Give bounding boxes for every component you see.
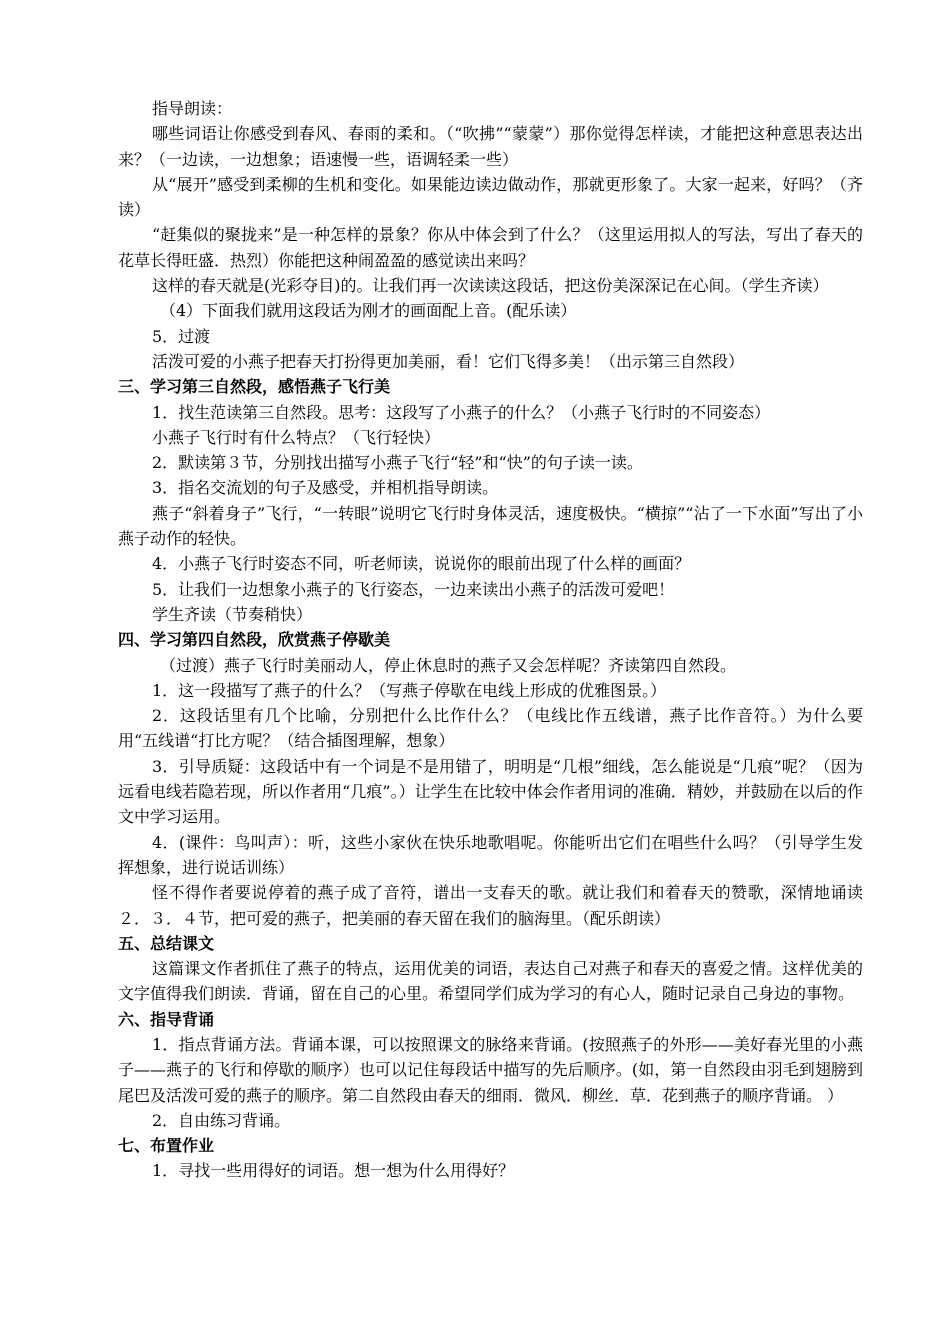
paragraph-dazzling-spring: 这样的春天就是(光彩夺目)的。让我们再一次读读这段话，把这份美深深记在心间。（学生齐读） — [152, 276, 829, 296]
section-heading-6: 六、指导背诵 — [118, 1009, 215, 1029]
paragraph-s6-item-1: 1．指点背诵方法。背诵本课，可以按照课文的脉络来背诵。(按照燕子的外形——美好春光里的小燕子——燕子的飞行和停歇的顺序）也可以记住每段话中描写的先后顺序。(如，第一自然段由羽毛到翅膀到尾巴及活泼可爱的燕子的顺序。第二自然段由春天的细雨．微风．柳丝．草．花到燕子的顺序背诵。 ） — [118, 1034, 863, 1105]
paragraph-s3-item-4: 4．小燕子飞行时姿态不同，听老师读，说说你的眼前出现了什么样的画面？ — [152, 554, 691, 574]
paragraph-s4-item-2: 2．这段话里有几个比喻，分别把什么比作什么？（电线比作五线谱，燕子比作音符。）为什么要用“五线谱“打比方呢？（结合插图理解，想象） — [118, 706, 863, 751]
paragraph-spring-breeze: 哪些词语让你感受到春风、春雨的柔和。（“吹拂”“蒙蒙”）那你觉得怎样读，才能把这种意思表达出来？（一边读，一边想象；语速慢一些，语调轻柔一些） — [118, 124, 863, 169]
section-heading-4: 四、学习第四自然段，欣赏燕子停歇美 — [118, 630, 391, 650]
paragraph-s7-item-1: 1．寻找一些用得好的词语。想一想为什么用得好？ — [152, 1161, 515, 1181]
paragraph-s4-transition: （过渡）燕子飞行时美丽动人，停止休息时的燕子又会怎样呢？齐读第四自然段。 — [160, 655, 737, 675]
paragraph-dubbing: （4）下面我们就用这段话为刚才的画面配上音。(配乐读） — [160, 301, 577, 321]
paragraph-s5-summary: 这篇课文作者抓住了燕子的特点，运用优美的词语，表达自己对燕子和春天的喜爱之情。这样优美的文字值得我们朗读．背诵，留在自己的心里。希望同学们成为学习的有心人，随时记录自己身边的事物。 — [118, 959, 863, 1004]
paragraph-s6-item-2: 2．自由练习背诵。 — [152, 1110, 291, 1130]
section-heading-7: 七、布置作业 — [118, 1136, 215, 1156]
paragraph-willow: 从“展开”感受到柔柳的生机和变化。如果能边读边做动作，那就更形象了。大家一起来，好吗？（齐读） — [118, 174, 863, 220]
paragraph-s3-flight-feature: 小燕子飞行时有什么特点？（飞行轻快） — [152, 427, 441, 447]
paragraph-s4-spring-song: 怪不得作者要说停着的燕子成了音符，谱出一支春天的歌。就让我们和着春天的赞歌，深情地诵读２．３．４节，把可爱的燕子，把美丽的春天留在我们的脑海里。（配乐朗读） — [118, 883, 863, 928]
paragraph-s3-swallow-flight: 燕子“斜着身子”飞行，“一转眼”说明它飞行时身体灵活，速度极快。“横掠”“沾了一下水面”写出了小燕子动作的轻快。 — [118, 503, 863, 549]
paragraph-transition: 活泼可爱的小燕子把春天打扮得更加美丽，看！它们飞得多美！（出示第三自然段） — [152, 351, 745, 371]
paragraph-s4-item-3: 3．引导质疑：这段话中有一个词是不是用错了，明明是“几根”细线，怎么能说是“几痕”呢？（因为远看电线若隐若现，所以作者用“几痕”。）让学生在比较中体会作者用词的准确．精妙，并鼓励在以后的作文中学习运用。 — [118, 756, 863, 827]
document-page — [118, 96, 863, 1184]
paragraph-transition-title: 5．过渡 — [152, 326, 211, 346]
paragraph-s4-item-4: 4．(课件：鸟叫声）：听，这些小家伙在快乐地歌唱呢。你能听出它们在唱些什么吗？（引导学生发挥想象，进行说话训练） — [118, 832, 863, 877]
paragraph-s3-item-5: 5．让我们一边想象小燕子的飞行姿态，一边来读出小燕子的活泼可爱吧！ — [152, 579, 675, 599]
paragraph-s3-item-1: 1．找生范读第三自然段。思考：这段写了小燕子的什么？（小燕子飞行时的不同姿态） — [152, 402, 771, 422]
paragraph-flowers: “赶集似的聚拢来”是一种怎样的景象？你从中体会到了什么？（这里运用拟人的写法，写出了春天的花草长得旺盛．热烈）你能把这种闹盈盈的感觉读出来吗？ — [118, 225, 863, 270]
section-heading-3: 三、学习第三自然段，感悟燕子飞行美 — [118, 377, 391, 397]
paragraph-s3-item-3: 3．指名交流划的句子及感受，并相机指导朗读。 — [152, 478, 499, 498]
paragraph-s3-read-together: 学生齐读（节奏稍快） — [152, 604, 313, 624]
paragraph-s3-item-2: 2．默读第３节，分别找出描写小燕子飞行“轻”和“快”的句子读一读。 — [152, 453, 643, 473]
paragraph-guide-reading: 指导朗读： — [152, 99, 233, 118]
paragraph-s4-item-1: 1．这一段描写了燕子的什么？（写燕子停歇在电线上形成的优雅图景。） — [152, 680, 667, 700]
section-heading-5: 五、总结课文 — [118, 933, 215, 953]
